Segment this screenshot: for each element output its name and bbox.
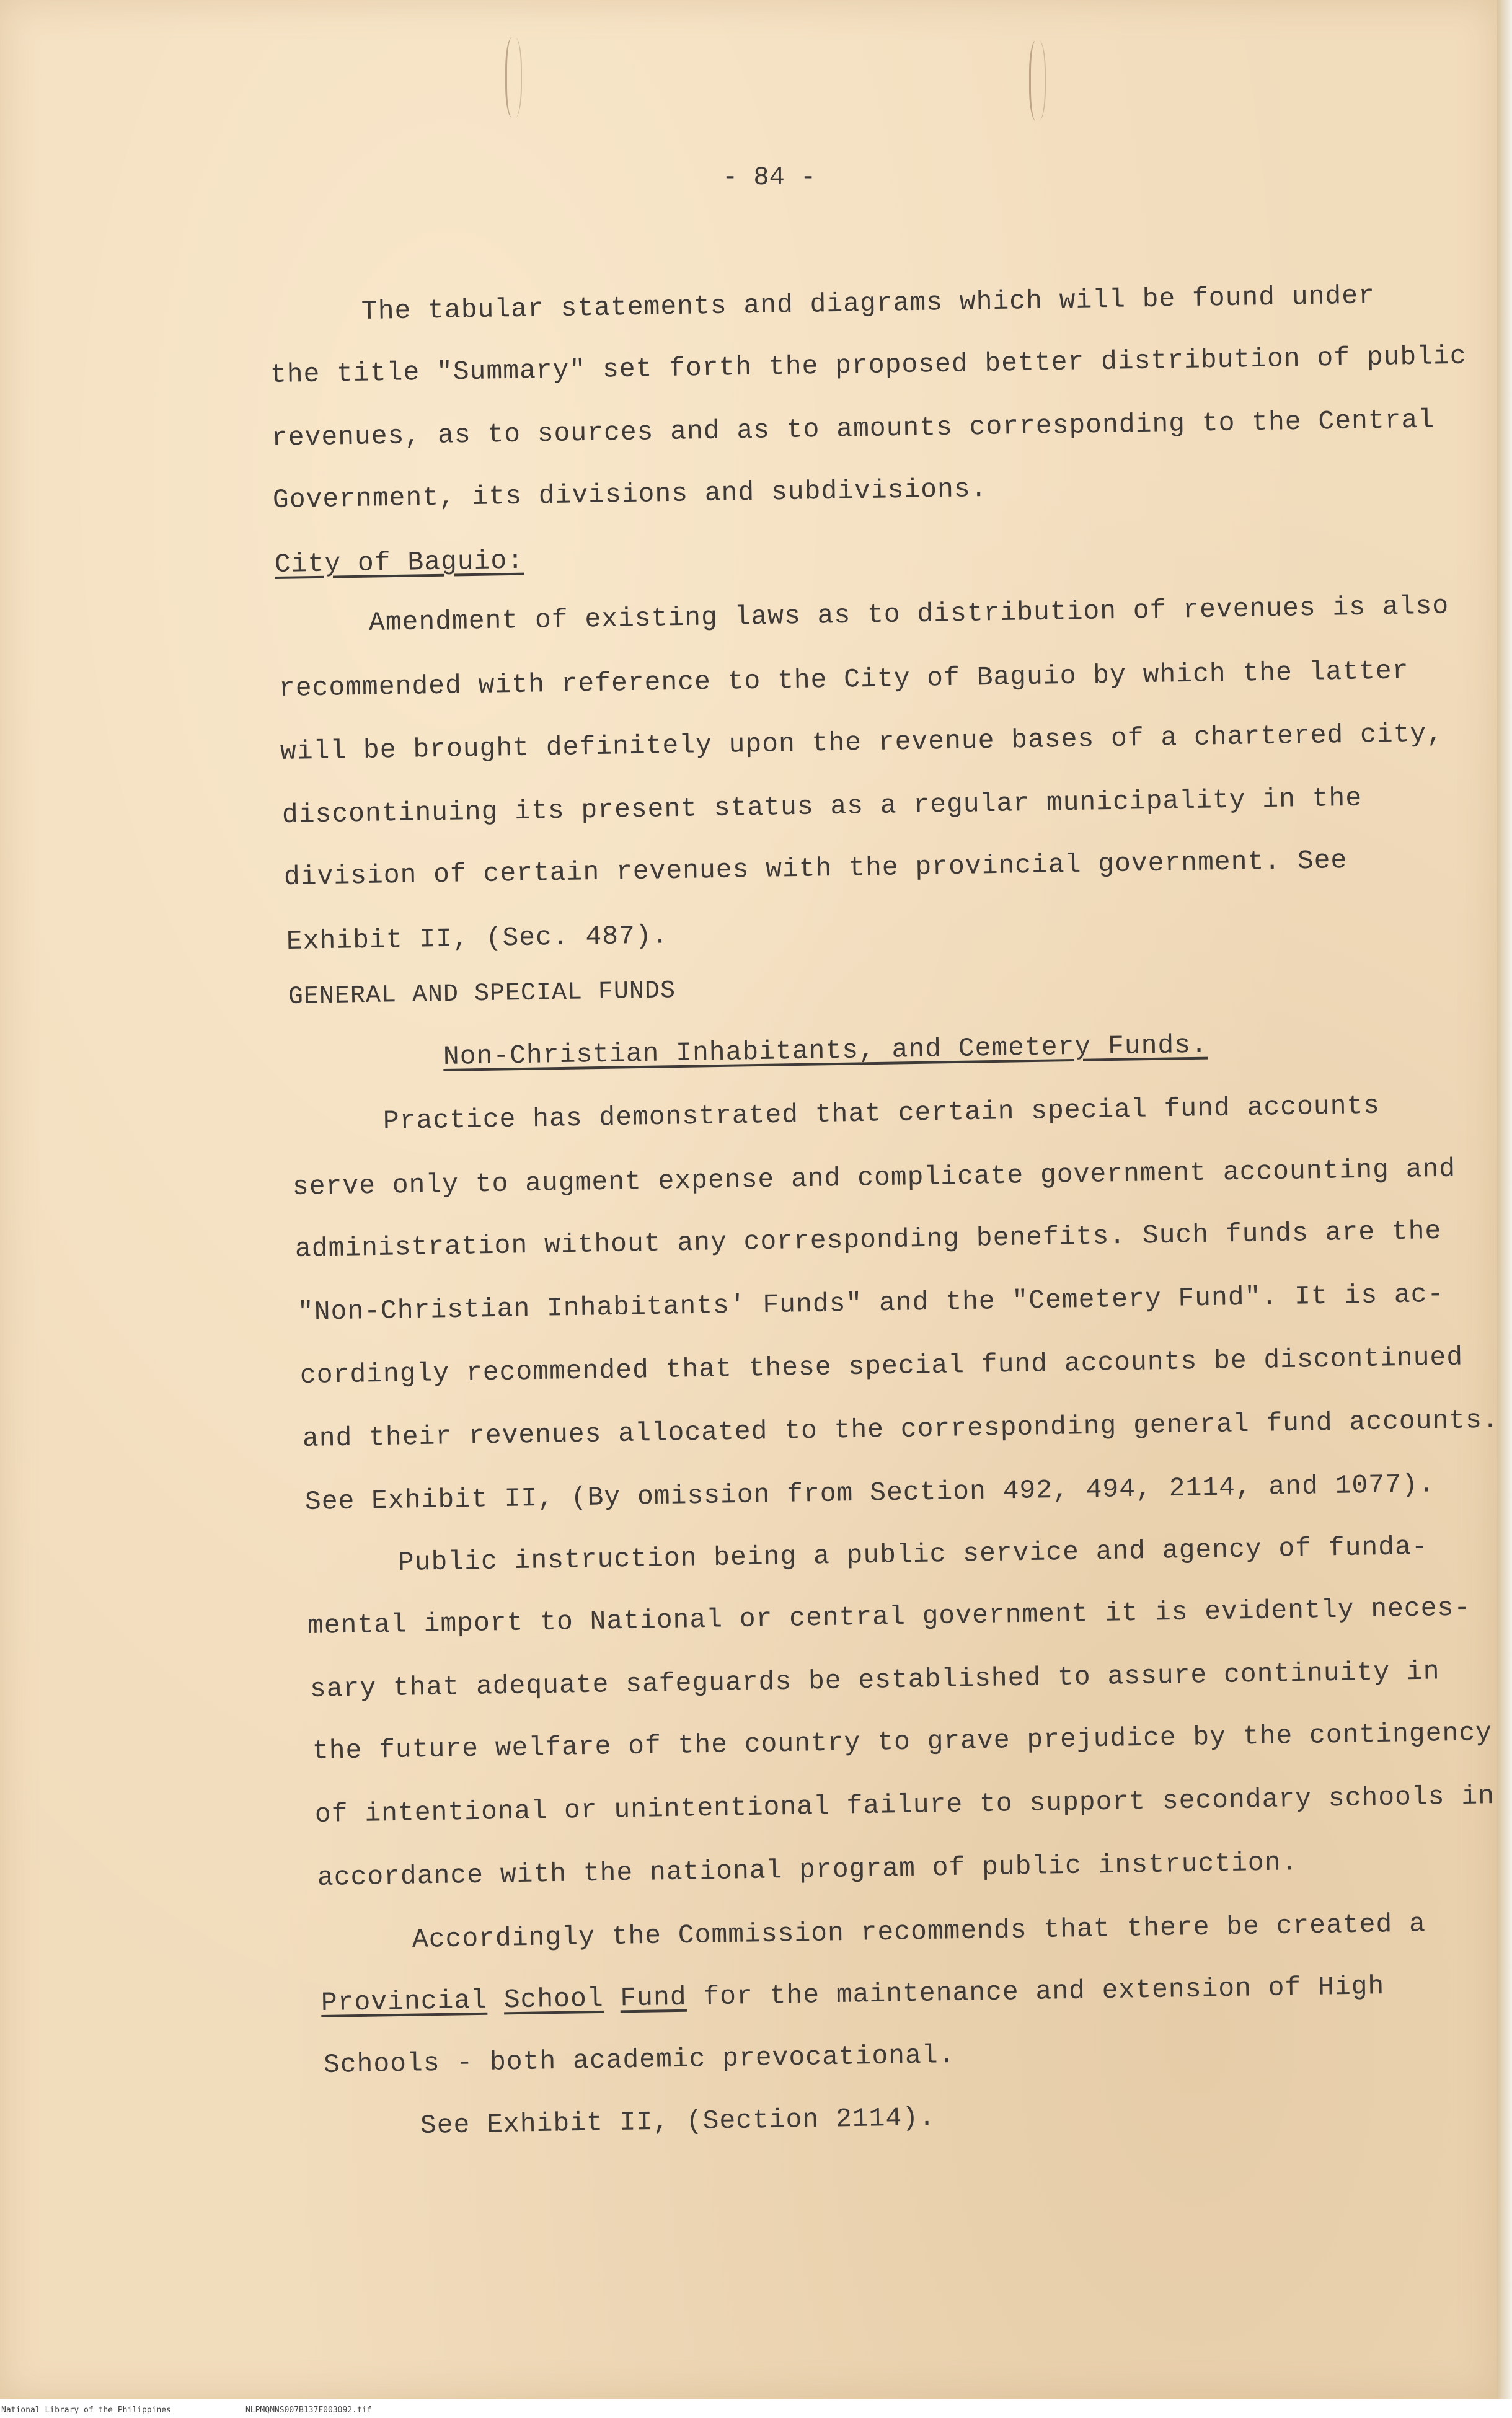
paragraph-4-line-5: of intentional or unintentional failure to support secondary schools in xyxy=(314,1781,1495,1830)
paragraph-2-line-1: Amendment of existing laws as to distribution of revenues is also xyxy=(368,590,1449,638)
paragraph-6: See Exhibit II, (Section 2114). xyxy=(420,2102,936,2141)
paragraph-4-line-2: mental import to National or central government it is evidently neces- xyxy=(307,1592,1471,1641)
footer-institution: National Library of the Philippines xyxy=(1,2406,171,2415)
paragraph-4-line-1: Public instruction being a public service and agency of funda- xyxy=(397,1531,1429,1578)
paragraph-3-line-2: serve only to augment expense and complicate government accounting and xyxy=(292,1153,1456,1202)
paragraph-4-line-3: sary that adequate safeguards be established to assure continuity in xyxy=(309,1656,1440,1704)
heading-general-special-funds: GENERAL AND SPECIAL FUNDS xyxy=(288,977,676,1011)
paragraph-3-line-5: cordingly recommended that these special fund accounts be discontinued xyxy=(299,1342,1464,1391)
paragraph-3-line-1: Practice has demonstrated that certain special fund accounts xyxy=(382,1090,1381,1136)
school-word: School xyxy=(503,1983,604,2016)
paragraph-3-line-3: administration without any corresponding benefits. Such funds are the xyxy=(294,1215,1442,1264)
paragraph-3-line-7: See Exhibit II, (By omission from Section 492, 494, 2114, and 1077). xyxy=(304,1469,1435,1517)
paragraph-3-line-6: and their revenues allocated to the corresponding general fund accounts. xyxy=(302,1404,1500,1454)
paragraph-4-line-4: the future welfare of the country to grave prejudice by the contingency xyxy=(312,1717,1493,1766)
paragraph-4-line-6: accordance with the national program of public instruction. xyxy=(317,1847,1298,1893)
paragraph-5-line-1: Accordingly the Commission recommends that there be created a xyxy=(412,1908,1426,1955)
provincial-word: Provincial xyxy=(321,1985,488,2018)
paragraph-3-line-4: "Non-Christian Inhabitants' Funds" and the "Cemetery Fund". It is ac- xyxy=(297,1278,1444,1327)
paragraph-2-line-4: discontinuing its present status as a regular municipality in the xyxy=(281,782,1363,830)
page-number: - 84 - xyxy=(722,162,816,192)
paragraph-2-line-6: Exhibit II, (Sec. 487). xyxy=(286,920,669,957)
footer-filename: NLPMQMNS007B137F003092.tif xyxy=(245,2406,372,2415)
paragraph-1-line-2: the title "Summary" set forth the proposed better distribution of public xyxy=(270,340,1467,390)
binding-hole-right xyxy=(1029,40,1046,121)
scan-footer xyxy=(0,2403,1512,2418)
page-edge xyxy=(1497,0,1512,2399)
paragraph-1-line-4: Government, its divisions and subdivisions. xyxy=(272,473,988,515)
heading-city-of-baguio: City of Baguio: xyxy=(274,545,524,580)
paragraph-2-line-3: will be brought definitely upon the revenue bases of a chartered city, xyxy=(280,718,1444,767)
paragraph-2-line-2: recommended with reference to the City of Baguio by which the latter xyxy=(278,655,1409,704)
binding-hole-left xyxy=(505,37,522,118)
fund-word: Fund xyxy=(620,1982,687,2014)
heading-non-christian-cemetery-funds: Non-Christian Inhabitants, and Cemetery Funds. xyxy=(443,1029,1208,1072)
paragraph-5-line-3: Schools - both academic prevocational. xyxy=(323,2040,955,2080)
paragraph-1-line-1: The tabular statements and diagrams which will be found under xyxy=(361,280,1376,327)
paragraph-2-line-5: division of certain revenues with the provincial government. See xyxy=(283,845,1348,892)
paragraph-1-line-3: revenues, as to sources and as to amounts corresponding to the Central xyxy=(271,404,1435,453)
paragraph-5-line-2-rest: for the maintenance and extension of High xyxy=(703,1971,1385,2013)
